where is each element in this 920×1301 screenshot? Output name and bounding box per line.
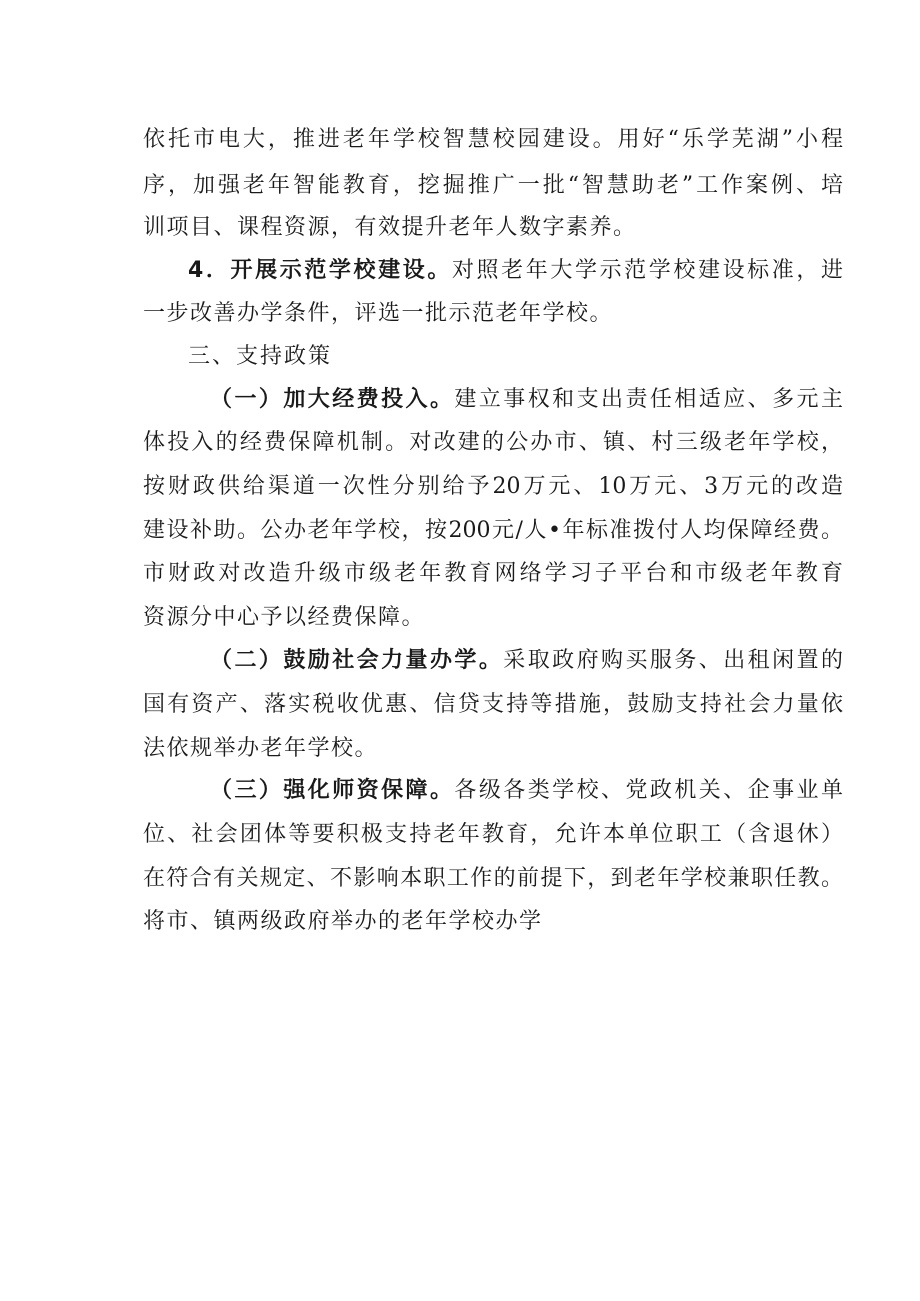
paragraph-3-line-6: 资源分中心予以经费保障。 bbox=[143, 605, 426, 630]
paragraph-2-line-1-rest: 对照老年大学示范学校建设标准，进 bbox=[451, 258, 843, 283]
paragraph-4-line-1-rest: 采取政府购买服务、出租闲置的 bbox=[503, 648, 843, 673]
paragraph-3-line-1 bbox=[210, 385, 843, 415]
paragraph-1-line-2: 序，加强老年智能教育，挖掘推广一批“智慧助老”工作案例、培 bbox=[143, 173, 843, 198]
paragraph-3-heading: （一）加大经费投入。 bbox=[210, 387, 455, 412]
paragraph-4-line-2: 国有资产、落实税收优惠、信贷支持等措施，鼓励支持社会力量依 bbox=[143, 692, 843, 717]
paragraph-4-line-1 bbox=[210, 646, 843, 676]
paragraph-3-line-2: 体投入的经费保障机制。对改建的公办市、镇、村三级老年学校， bbox=[143, 430, 843, 455]
paragraph-5-line-4: 将市、镇两级政府举办的老年学校办学 bbox=[143, 909, 543, 934]
paragraph-2-line-2: 一步改善办学条件，评选一批示范老年学校。 bbox=[143, 301, 614, 326]
paragraph-3-line-3: 按财政供给渠道一次性分别给予20万元、10万元、3万元的改造 bbox=[143, 474, 843, 499]
paragraph-1-line-1: 依托市电大，推进老年学校智慧校园建设。用好“乐学芜湖”小程 bbox=[143, 127, 843, 152]
paragraph-5-line-1-rest: 各级各类学校、党政机关、企事业单 bbox=[454, 778, 843, 803]
paragraph-2-line-1 bbox=[188, 256, 843, 286]
paragraph-5-line-2: 位、社会团体等要积极支持老年教育，允许本单位职工（含退休） bbox=[143, 822, 843, 847]
paragraph-2-heading: 4．开展示范学校建设。 bbox=[188, 258, 452, 283]
paragraph-4-line-3: 法依规举办老年学校。 bbox=[143, 736, 379, 761]
paragraph-4-heading: （二）鼓励社会力量办学。 bbox=[210, 648, 504, 673]
paragraph-5-heading: （三）强化师资保障。 bbox=[210, 778, 455, 803]
paragraph-3-line-5: 市财政对改造升级市级老年教育网络学习子平台和市级老年教育 bbox=[143, 561, 843, 586]
section-3-title: 三、支持政策 bbox=[188, 344, 333, 369]
paragraph-3-line-1-rest: 建立事权和支出责任相适应、多元主 bbox=[454, 387, 843, 412]
paragraph-5-line-3: 在符合有关规定、不影响本职工作的前提下，到老年学校兼职任教。 bbox=[143, 866, 843, 891]
paragraph-1-line-3: 训项目、课程资源，有效提升老年人数字素养。 bbox=[143, 215, 637, 240]
paragraph-3-line-4: 建设补助。公办老年学校，按200元/人•年标准拨付人均保障经费。 bbox=[143, 518, 843, 543]
paragraph-5-line-1 bbox=[210, 776, 843, 806]
